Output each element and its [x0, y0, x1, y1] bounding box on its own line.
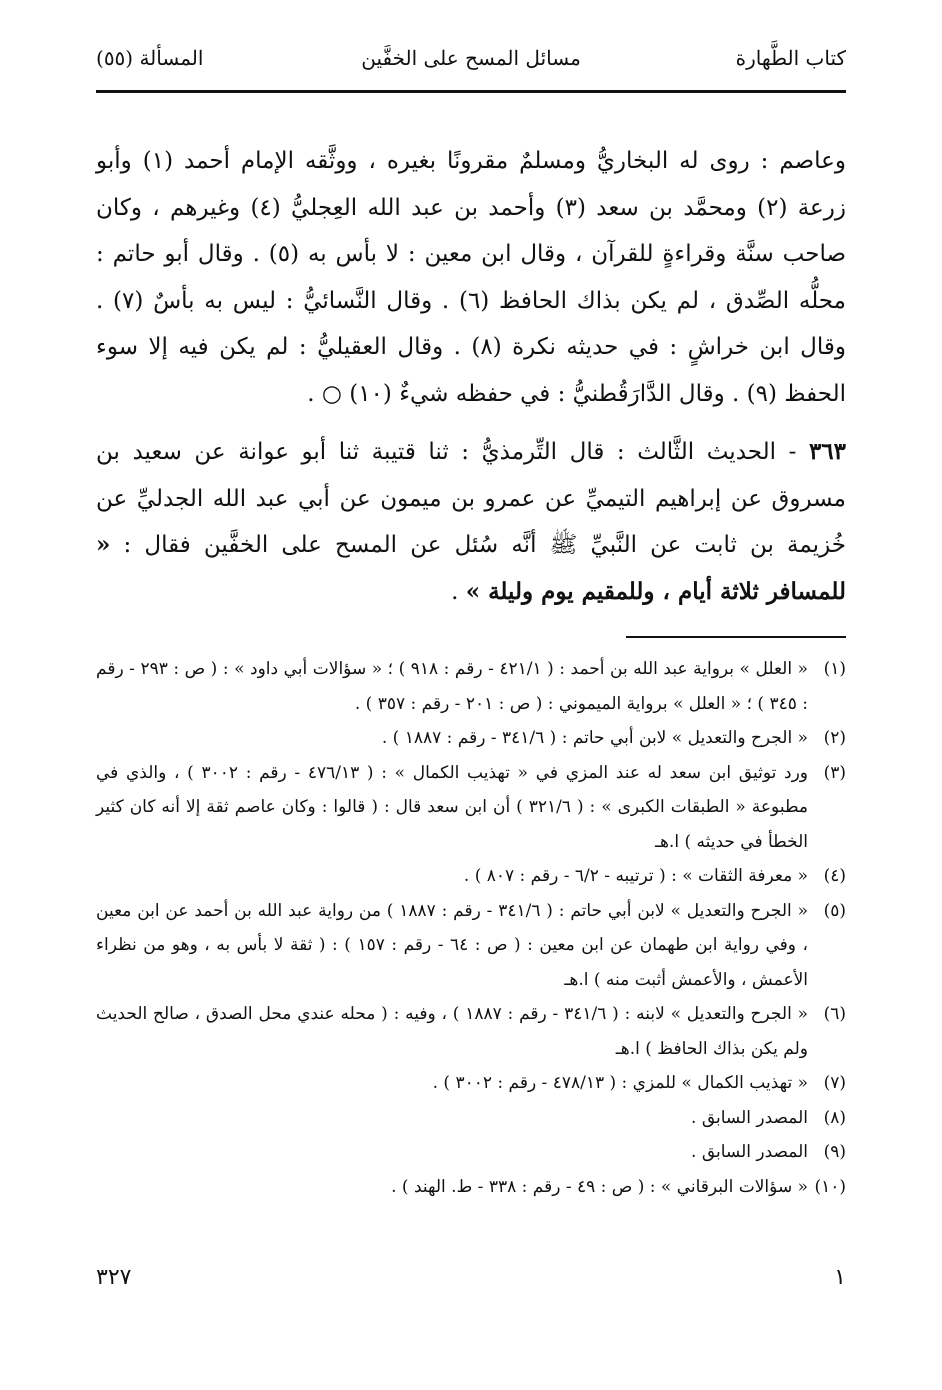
footnote-text: « الجرح والتعديل » لابنه : ( ٣٤١/٦ - رقم : ١٨٨٧ ) ، وفيه : ( محله عندي محل الصدق ، صالح الحديث ولم يكن بذاك الحافظ ) ا.هـ [96, 1004, 808, 1059]
footnote-2 [96, 721, 846, 756]
footnote-text: « العلل » برواية عبد الله بن أحمد : ( ٤٢١/١ - رقم : ٩١٨ ) ؛ « سؤالات أبي داود » : ( ص : ٢٩٣ - رقم : ٣٤٥ ) ؛ « العلل » برواية الميموني : ( ص : ٢٠١ - رقم : ٣٥٧ ) . [96, 659, 808, 714]
footnote-8 [96, 1101, 846, 1136]
footnote-5 [96, 894, 846, 998]
paragraph-narrator-grading: وعاصم : روى له البخاريُّ ومسلمٌ مقرونًا بغيره ، ووثَّقه الإمام أحمد (١) وأبو زرعة (٢) ومحمَّد بن سعد (٣) وأحمد بن عبد الله العِجليُّ (٤) وغيرهم ، وكان صاحب سنَّة وقراءةٍ للقرآن ، وقال ابن معين : لا بأس به (٥) . وقال أبو حاتم : محلُّه الصِّدق ، لم يكن بذاك الحافظ (٦) . وقال النَّسائيُّ : ليس به بأسٌ (٧) . وقال ابن خراشٍ : في حديثه نكرة (٨) . وقال العقيليُّ : لم يكن فيه إلا سوء الحفظ (٩) . وقال الدَّارَقُطنيُّ : في حفظه شيءٌ (١٠) ○ . [96, 148, 847, 407]
footnote-4 [96, 859, 846, 894]
footnote-text: « سؤالات البرقاني » : ( ص : ٤٩ - رقم : ٣٣٨ - ط. الهند ) . [391, 1176, 808, 1197]
footnote-text: « معرفة الثقات » : ( ترتيبه - ٦/٢ - رقم : ٨٠٧ ) . [463, 866, 808, 886]
footnote-6 [96, 997, 846, 1066]
footnote-7 [96, 1066, 846, 1101]
chapter-title: مسائل المسح على الخفَّين [361, 46, 581, 70]
footnote-text: « الجرح والتعديل » لابن أبي حاتم : ( ٣٤١/٦ - رقم : ١٨٨٧ ) من رواية عبد الله بن أحمد عن ابن معين ، وفي رواية ابن طهمان عن ابن معين : ( ص : ٦٤ - رقم : ١٥٧ ) : ( ثقة لا بأس به ، وهو من نظراء الأعمش ، والأعمش أثبت منه ) ا.هـ [96, 900, 809, 990]
footnote-number: (٦) [823, 1004, 846, 1024]
footnote-rule [626, 636, 846, 638]
footnote-text: « تهذيب الكمال » للمزي : ( ٤٧٨/١٣ - رقم : ٣٠٠٢ ) . [432, 1073, 808, 1093]
footnote-text: المصدر السابق . [691, 1142, 808, 1162]
footnote-text: المصدر السابق . [691, 1107, 808, 1128]
hadith-isnad: - الحديث الثَّالث : قال التِّرمذيُّ : ثنا قتيبة ثنا أبو عوانة عن سعيد بن مسروق عن إبراهيم التيميِّ عن عمرو بن ميمون عن أبي عبد الله الجدليِّ عن خُزيمة بن ثابت عن النَّبيِّ ﷺ أنَّه سُئل عن المسح على الخفَّين فقال : [96, 439, 846, 558]
paragraph-hadith-363 [96, 429, 846, 615]
footnote-number: (٧) [823, 1073, 846, 1093]
running-head [96, 38, 846, 78]
footnote-text: ورد توثيق ابن سعد له عند المزي في « تهذيب الكمال » : ( ٤٧٦/١٣ - رقم : ٣٠٠٢ ) ، والذي في مطبوعة « الطبقات الكبرى » : ( ٣٢١/٦ ) أن ابن سعد قال : ( قالوا : وكان عاصم ثقة إلا أنه كان كثير الخطأ في حديثه ) ا.هـ [96, 762, 809, 852]
footnote-number: (٨) [823, 1107, 846, 1128]
footnote-1 [96, 652, 846, 721]
footnotes [96, 652, 846, 1204]
footnote-number: (٩) [823, 1142, 846, 1162]
footnote-9 [96, 1135, 846, 1170]
footnote-number: (٣) [823, 762, 846, 783]
signature-mark: ١ [834, 1265, 846, 1290]
main-text [96, 138, 846, 615]
footnote-number: (٥) [823, 900, 846, 921]
page-footer [96, 1258, 846, 1298]
footnote-number: (١) [823, 659, 846, 679]
footnote-10 [96, 1170, 846, 1205]
footnote-number: (٢) [823, 728, 846, 748]
page-number: ٣٢٧ [96, 1265, 132, 1290]
footnote-3 [96, 756, 846, 860]
footnote-number: (١٠) [814, 1176, 846, 1197]
hadith-matn: « للمسافر ثلاثة أيام ، وللمقيم يوم وليلة » [96, 531, 846, 605]
footnote-text: « الجرح والتعديل » لابن أبي حاتم : ( ٣٤١/٦ - رقم : ١٨٨٧ ) . [381, 728, 808, 748]
hadith-number: ٣٦٣ [808, 438, 846, 465]
issue-number: المسألة (٥٥) [96, 46, 204, 70]
book-title: كتاب الطَّهارة [735, 46, 846, 70]
footnote-number: (٤) [823, 866, 846, 886]
hadith-end: . [451, 578, 466, 605]
header-rule [96, 90, 846, 93]
